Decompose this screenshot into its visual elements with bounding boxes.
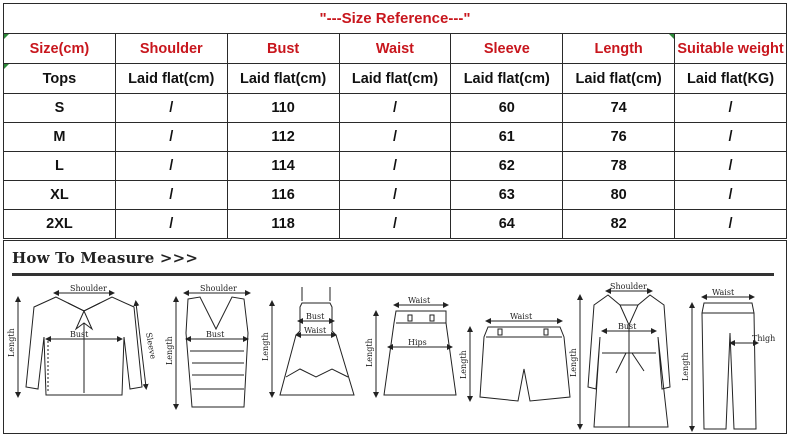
label-waist: Waist	[408, 296, 431, 305]
table-cell: 118	[227, 210, 339, 239]
table-cell: 63	[451, 181, 563, 210]
label-hips: Hips	[408, 338, 427, 347]
header-waist: Waist	[339, 34, 451, 64]
subheader-cell: Laid flat(cm)	[339, 64, 451, 94]
title-divider	[12, 273, 774, 276]
label-waist: Waist	[304, 326, 327, 335]
label-shoulder: Shoulder	[70, 284, 107, 293]
blouse-figure	[18, 293, 146, 395]
table-cell: /	[115, 152, 227, 181]
pants-figure	[692, 297, 756, 429]
table-cell: /	[339, 210, 451, 239]
label-bust: Bust	[618, 322, 637, 331]
table-cell: 110	[227, 94, 339, 123]
table-row	[4, 94, 787, 123]
label-length: Length	[681, 352, 690, 381]
table-cell: 61	[451, 123, 563, 152]
measure-illustrations	[4, 277, 786, 433]
title-row	[4, 4, 787, 34]
table-cell: 116	[227, 181, 339, 210]
subheader-tops: Tops	[4, 64, 116, 94]
size-label: S	[4, 94, 116, 123]
skirt-figure	[376, 305, 456, 395]
subheader-cell: Laid flat(cm)	[115, 64, 227, 94]
label-shoulder: Shoulder	[200, 284, 237, 293]
table-cell: /	[339, 123, 451, 152]
label-bust: Bust	[206, 330, 225, 339]
label-shoulder: Shoulder	[610, 282, 647, 291]
size-label: M	[4, 123, 116, 152]
table-cell: /	[115, 123, 227, 152]
subheader-cell: Laid flat(cm)	[227, 64, 339, 94]
table-cell: 76	[563, 123, 675, 152]
table-row	[4, 152, 787, 181]
coat-figure	[580, 291, 670, 427]
table-cell: 62	[451, 152, 563, 181]
table-cell: /	[339, 152, 451, 181]
label-waist: Waist	[510, 312, 533, 321]
table-cell: 64	[451, 210, 563, 239]
table-cell: 114	[227, 152, 339, 181]
label-length: Length	[7, 328, 16, 357]
header-length: Length	[563, 34, 675, 64]
label-waist: Waist	[712, 288, 735, 297]
table-cell: /	[675, 210, 787, 239]
label-length: Length	[165, 336, 174, 365]
how-to-measure-panel	[3, 240, 787, 434]
table-title: "---Size Reference---"	[4, 4, 787, 34]
table-cell: 80	[563, 181, 675, 210]
header-bust: Bust	[227, 34, 339, 64]
table-row	[4, 123, 787, 152]
label-length: Length	[365, 338, 374, 367]
table-cell: /	[675, 94, 787, 123]
subheader-cell: Laid flat(cm)	[563, 64, 675, 94]
table-cell: /	[115, 94, 227, 123]
label-thigh: Thigh	[752, 334, 776, 343]
size-label: XL	[4, 181, 116, 210]
table-row	[4, 181, 787, 210]
table-cell: 60	[451, 94, 563, 123]
table-cell: 82	[563, 210, 675, 239]
table-row	[4, 210, 787, 239]
table-cell: /	[675, 123, 787, 152]
header-shoulder: Shoulder	[115, 34, 227, 64]
table-cell: /	[115, 210, 227, 239]
header-size: Size(cm)	[4, 34, 116, 64]
how-to-measure-title: How To Measure >>>	[12, 249, 199, 267]
table-cell: 74	[563, 94, 675, 123]
shorts-figure	[470, 321, 570, 401]
table-cell: /	[339, 181, 451, 210]
size-label: L	[4, 152, 116, 181]
table-cell: /	[339, 94, 451, 123]
label-sleeve: Sleeve	[144, 331, 158, 360]
subheader-row	[4, 64, 787, 94]
label-bust: Bust	[306, 312, 325, 321]
tank-figure	[176, 293, 248, 407]
label-length: Length	[459, 350, 468, 379]
table-cell: /	[115, 181, 227, 210]
subheader-cell: Laid flat(KG)	[675, 64, 787, 94]
label-length: Length	[569, 348, 578, 377]
table-cell: 112	[227, 123, 339, 152]
header-weight: Suitable weight	[675, 34, 787, 64]
table-cell: /	[675, 181, 787, 210]
subheader-cell: Laid flat(cm)	[451, 64, 563, 94]
dress-figure	[272, 287, 354, 395]
header-row	[4, 34, 787, 64]
size-label: 2XL	[4, 210, 116, 239]
label-length: Length	[261, 332, 270, 361]
header-sleeve: Sleeve	[451, 34, 563, 64]
table-cell: 78	[563, 152, 675, 181]
table-cell: /	[675, 152, 787, 181]
size-table	[3, 3, 787, 239]
label-bust: Bust	[70, 330, 89, 339]
